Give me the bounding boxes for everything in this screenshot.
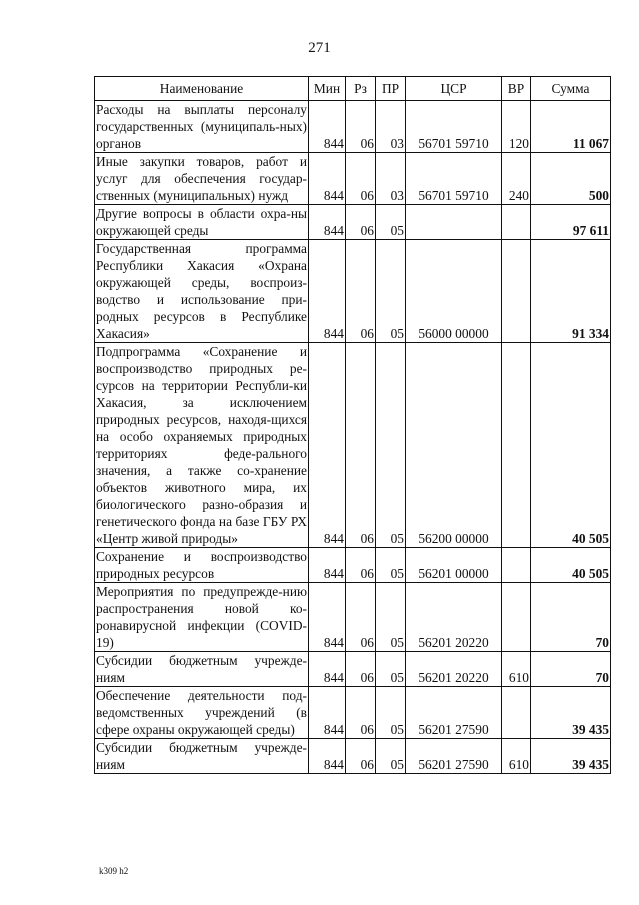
row-rz: 06 — [346, 101, 376, 153]
row-rz: 06 — [346, 153, 376, 205]
row-min: 844 — [309, 153, 346, 205]
row-sum: 40 505 — [531, 343, 611, 548]
row-name: Иные закупки товаров, работ и услуг для обеспечения государ-ственных (муниципальных) нужд — [96, 154, 307, 203]
row-name: Подпрограмма «Сохранение и воспроизводство природных ре-сурсов на территории Республи-ки Хакасия, за исключением природных ресурсов, находя-щихся на особо охраняемых природных территориях феде-рального значения, а также со-хранение объектов животного мира, их биологического разно-образия и генетического фонда на базе ГБУ РХ «Центр живой природы» — [96, 344, 307, 546]
table-header-row — [95, 77, 611, 101]
table-row — [95, 101, 611, 153]
row-vr — [502, 583, 531, 652]
row-vr — [502, 240, 531, 343]
row-pr: 05 — [376, 652, 406, 687]
row-pr: 05 — [376, 205, 406, 240]
row-pr: 03 — [376, 153, 406, 205]
row-sum: 11 067 — [531, 101, 611, 153]
row-csr: 56200 00000 — [406, 343, 502, 548]
table-row — [95, 240, 611, 343]
row-sum: 97 611 — [531, 205, 611, 240]
row-vr — [502, 548, 531, 583]
header-csr: ЦСР — [406, 77, 502, 101]
row-vr: 240 — [502, 153, 531, 205]
table-row — [95, 548, 611, 583]
row-pr: 05 — [376, 548, 406, 583]
header-name: Наименование — [95, 77, 309, 101]
header-pr: ПР — [376, 77, 406, 101]
row-min: 844 — [309, 548, 346, 583]
row-csr: 56000 00000 — [406, 240, 502, 343]
row-pr: 05 — [376, 583, 406, 652]
row-min: 844 — [309, 687, 346, 739]
header-min: Мин — [309, 77, 346, 101]
row-min: 844 — [309, 343, 346, 548]
row-vr — [502, 687, 531, 739]
row-name: Сохранение и воспроизводство природных ресурсов — [96, 549, 307, 581]
row-pr: 05 — [376, 240, 406, 343]
row-sum: 70 — [531, 583, 611, 652]
row-rz: 06 — [346, 583, 376, 652]
row-rz: 06 — [346, 739, 376, 774]
row-name: Государственная программа Республики Хакасия «Охрана окружающей среды, воспроиз-водство и использование при-родных ресурсов в Республике Хакасия» — [96, 241, 307, 341]
row-min: 844 — [309, 101, 346, 153]
row-pr: 05 — [376, 739, 406, 774]
page-number: 271 — [308, 40, 331, 56]
table-row — [95, 205, 611, 240]
row-rz: 06 — [346, 205, 376, 240]
row-sum: 500 — [531, 153, 611, 205]
row-rz: 06 — [346, 548, 376, 583]
row-min: 844 — [309, 240, 346, 343]
table-row — [95, 652, 611, 687]
row-pr: 03 — [376, 101, 406, 153]
row-vr: 610 — [502, 739, 531, 774]
table-row — [95, 739, 611, 774]
row-name: Обеспечение деятельности под-ведомственных учреждений (в сфере охраны окружающей среды) — [96, 688, 307, 737]
row-csr: 56201 20220 — [406, 652, 502, 687]
budget-table — [94, 76, 611, 774]
row-csr: 56201 27590 — [406, 687, 502, 739]
row-sum: 91 334 — [531, 240, 611, 343]
header-rz: Рз — [346, 77, 376, 101]
table-row — [95, 153, 611, 205]
table-row — [95, 343, 611, 548]
header-vr: ВР — [502, 77, 531, 101]
row-rz: 06 — [346, 240, 376, 343]
row-min: 844 — [309, 205, 346, 240]
row-rz: 06 — [346, 687, 376, 739]
row-min: 844 — [309, 739, 346, 774]
row-vr — [502, 343, 531, 548]
table-row — [95, 687, 611, 739]
table-body — [95, 101, 611, 774]
row-sum: 39 435 — [531, 739, 611, 774]
row-pr: 05 — [376, 343, 406, 548]
row-csr: 56701 59710 — [406, 101, 502, 153]
row-min: 844 — [309, 652, 346, 687]
row-name: Субсидии бюджетным учрежде-ниям — [96, 653, 307, 685]
row-pr: 05 — [376, 687, 406, 739]
table-row — [95, 583, 611, 652]
row-name: Субсидии бюджетным учрежде-ниям — [96, 740, 307, 772]
row-min: 844 — [309, 583, 346, 652]
row-name: Мероприятия по предупрежде-нию распространения новой ко-ронавирусной инфекции (COVID-19) — [96, 584, 307, 650]
row-csr: 56701 59710 — [406, 153, 502, 205]
header-sum: Сумма — [531, 77, 611, 101]
row-name: Расходы на выплаты персоналу государственных (муниципаль-ных) органов — [96, 102, 307, 151]
row-csr — [406, 205, 502, 240]
row-vr — [502, 205, 531, 240]
row-rz: 06 — [346, 343, 376, 548]
row-sum: 39 435 — [531, 687, 611, 739]
row-name: Другие вопросы в области охра-ны окружающей среды — [96, 206, 307, 238]
footer-code: k309 h2 — [99, 866, 129, 876]
row-rz: 06 — [346, 652, 376, 687]
row-sum: 70 — [531, 652, 611, 687]
row-vr: 120 — [502, 101, 531, 153]
row-vr: 610 — [502, 652, 531, 687]
row-csr: 56201 20220 — [406, 583, 502, 652]
row-csr: 56201 00000 — [406, 548, 502, 583]
row-csr: 56201 27590 — [406, 739, 502, 774]
row-sum: 40 505 — [531, 548, 611, 583]
